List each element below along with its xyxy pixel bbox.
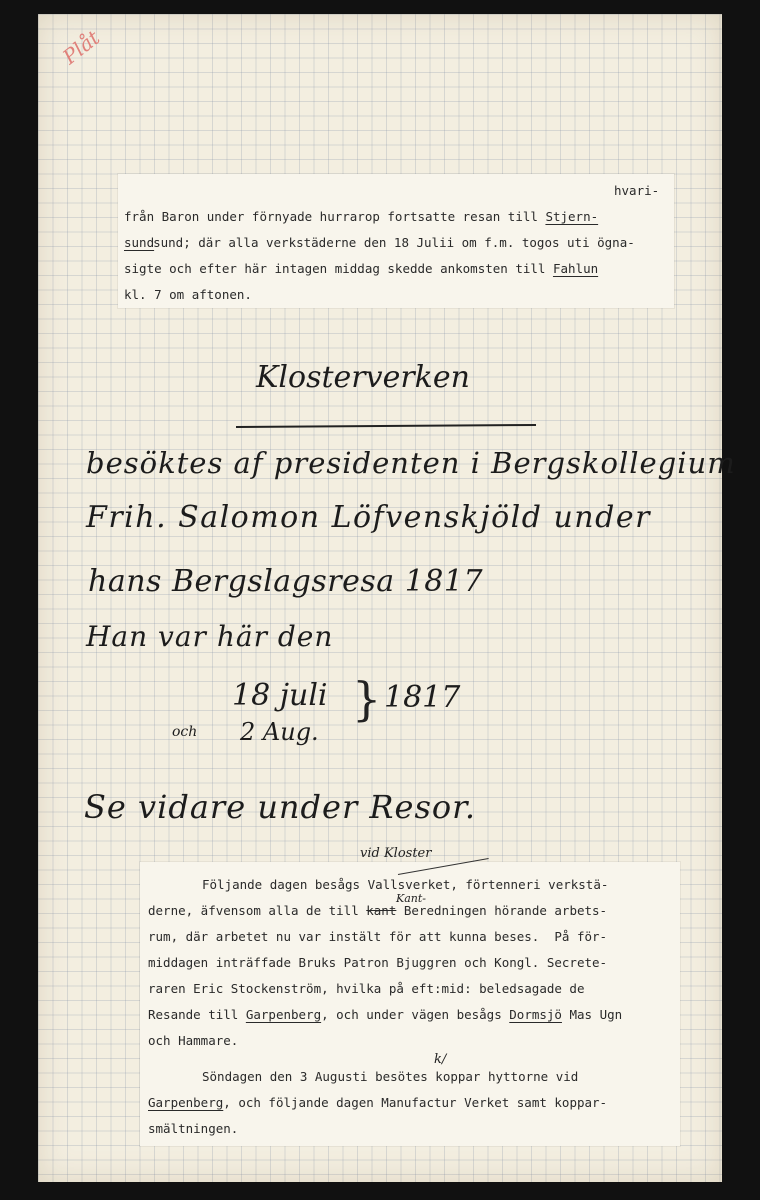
handwritten-line: Frih. Salomon Löfvenskjöld under bbox=[86, 500, 651, 535]
place-sund: sund bbox=[124, 235, 155, 250]
handwritten-title: Klosterverken bbox=[256, 360, 470, 395]
struck-word: kant bbox=[366, 903, 397, 918]
place-stjernsund: Stjern- bbox=[545, 209, 599, 224]
typed-line: Söndagen den 3 Augusti besötes koppar hyttorne vid bbox=[202, 1069, 579, 1084]
typed-line: Resande till Garpenberg, och under vägen besågs Dormsjö Mas Ugn bbox=[148, 1007, 623, 1022]
typed-line: från Baron under förnyade hurrarop fortsatte resan till Stjern- bbox=[124, 209, 599, 224]
typed-line: rum, där arbetet nu var instält för att kunna beses. På för- bbox=[148, 929, 608, 944]
place-fahlun: Fahlun bbox=[552, 261, 599, 276]
insert-kant: Kant- bbox=[396, 892, 426, 905]
insert-k: k/ bbox=[434, 1052, 447, 1067]
brace-mark: } bbox=[352, 672, 382, 726]
typed-line: middagen inträffade Bruks Patron Bjuggren och Kongl. Secrete- bbox=[148, 955, 608, 970]
typed-line: kl. 7 om aftonen. bbox=[124, 287, 252, 302]
typed-line: och Hammare. bbox=[148, 1033, 239, 1048]
typed-line: Följande dagen besågs Vallsverket, förtenneri verkstä- bbox=[202, 877, 609, 892]
place-garpenberg: Garpenberg bbox=[245, 1007, 322, 1022]
insert-note: vid Kloster bbox=[360, 846, 432, 861]
typed-line: Garpenberg, och följande dagen Manufactur Verket samt koppar- bbox=[148, 1095, 608, 1110]
handwritten-date: 2 Aug. bbox=[240, 718, 319, 746]
handwritten-line: hans Bergslagsresa 1817 bbox=[88, 564, 484, 599]
handwritten-och: och bbox=[172, 724, 198, 740]
typed-line: derne, äfvensom alla de till kant Beredningen hörande arbets- bbox=[148, 903, 608, 918]
typed-slip-top bbox=[118, 174, 674, 308]
typed-line: raren Eric Stockenström, hvilka på eft:mid: beledsagade de bbox=[148, 981, 585, 996]
place-dormsjo: Dormsjö bbox=[509, 1007, 562, 1022]
typed-line: hvari- bbox=[614, 183, 660, 198]
margin-note: Plåt bbox=[58, 25, 105, 69]
typed-line: sundsund; där alla verkstäderne den 18 Julii om f.m. togos uti ögna- bbox=[124, 235, 635, 250]
handwritten-date: 18 juli bbox=[232, 678, 328, 713]
handwritten-line: Han var här den bbox=[86, 620, 334, 653]
typed-line: sigte och efter här intagen middag skedde ankomsten till Fahlun bbox=[124, 261, 599, 276]
typed-line: smältningen. bbox=[148, 1121, 239, 1136]
handwritten-year: 1817 bbox=[384, 680, 461, 715]
handwritten-line: besöktes af presidenten i Bergskollegium bbox=[86, 446, 736, 480]
handwritten-see-also: Se vidare under Resor. bbox=[84, 788, 477, 826]
place-garpenberg: Garpenberg bbox=[148, 1095, 224, 1110]
